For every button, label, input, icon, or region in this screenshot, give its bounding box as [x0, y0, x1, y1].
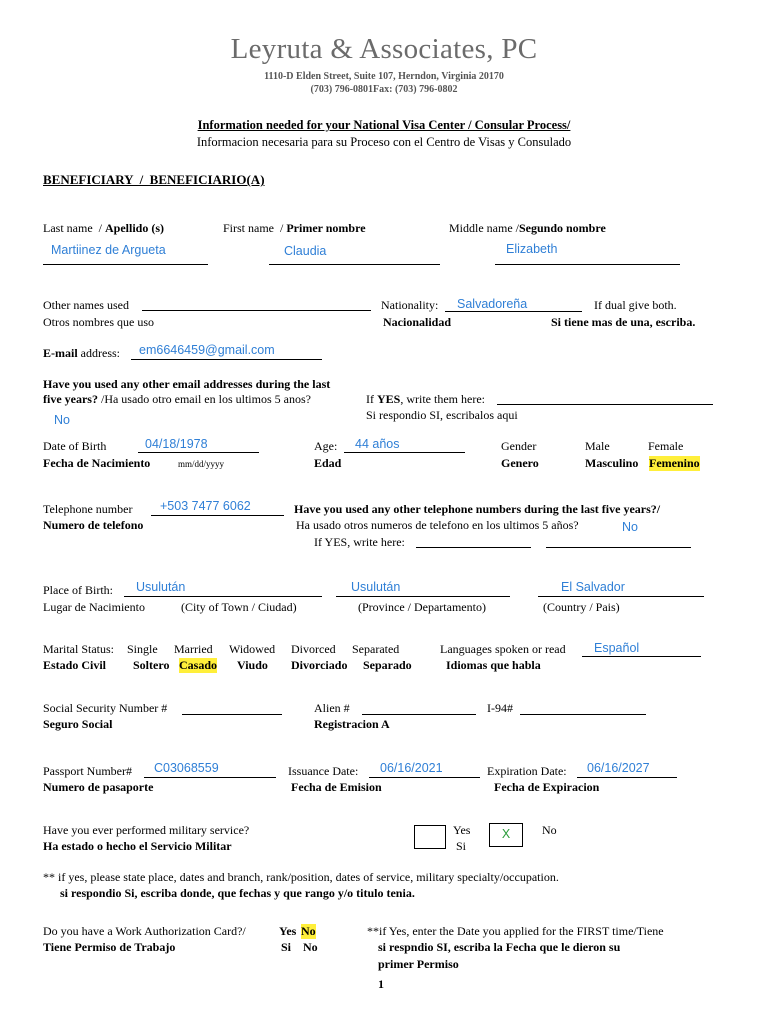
email-line — [131, 359, 322, 360]
marital-separated[interactable]: Separated — [352, 642, 400, 656]
languages-field[interactable]: Español — [594, 641, 640, 655]
last-name-label: Last name / Apellido (s) — [43, 221, 164, 235]
marital-divorced[interactable]: Divorced — [291, 642, 336, 656]
issuance-line — [369, 777, 480, 778]
email-question-2: five years? /Ha usado otro email en los ultimos 5 anos? — [43, 392, 311, 406]
work-note-es-2: primer Permiso — [378, 957, 459, 971]
work-no-selected[interactable]: No — [301, 924, 316, 938]
birthplace-country-field[interactable]: El Salvador — [561, 580, 625, 594]
nationality-line — [445, 311, 582, 312]
i94-label: I-94# — [487, 701, 513, 715]
nationality-label-es: Nacionalidad — [383, 315, 452, 329]
section-heading: BENEFICIARY / BENEFICIARIO(A) — [43, 172, 265, 187]
dual-note: If dual give both. — [594, 298, 677, 312]
dob-label: Date of Birth — [43, 439, 107, 453]
age-label-es: Edad — [314, 456, 342, 470]
birthplace-province-line — [336, 596, 510, 597]
marital-label: Marital Status: — [43, 642, 114, 656]
dob-field[interactable]: 04/18/1978 — [145, 437, 208, 451]
dual-note-es: Si tiene mas de una, escriba. — [551, 315, 696, 329]
expiration-line — [577, 777, 677, 778]
work-yes-es[interactable]: Si — [281, 940, 292, 954]
gender-label: Gender — [501, 439, 537, 453]
age-label: Age: — [314, 439, 338, 453]
birthplace-country-label: (Country / Pais) — [543, 600, 620, 614]
military-question-es: Ha estado o hecho el Servicio Militar — [43, 839, 232, 853]
phone-if-yes: If YES, write here: — [314, 535, 405, 549]
birthplace-province-label: (Province / Departamento) — [358, 600, 486, 614]
birthplace-country-line — [538, 596, 704, 597]
other-names-label: Other names used — [43, 298, 129, 312]
phone-label-es: Numero de telefono — [43, 518, 144, 532]
work-question: Do you have a Work Authorization Card?/ — [43, 924, 246, 938]
military-note: ** if yes, please state place, dates and branch, rank/position, dates of service, military specialty/occupation. — [43, 870, 559, 884]
work-note: **if Yes, enter the Date you applied for the FIRST time/Tiene — [367, 924, 664, 938]
birthplace-label: Place of Birth: — [43, 583, 113, 597]
phone-line — [151, 515, 284, 516]
email-field[interactable]: em6646459@gmail.com — [139, 343, 275, 357]
birthplace-province-field[interactable]: Usulután — [351, 580, 401, 594]
marital-label-es: Estado Civil — [43, 658, 107, 672]
first-name-line — [269, 264, 440, 265]
email-question: Have you used any other email addresses during the last — [43, 377, 331, 391]
gender-male[interactable]: Male — [585, 439, 610, 453]
gender-male-es[interactable]: Masculino — [585, 456, 639, 470]
alien-label: Alien # — [314, 701, 350, 715]
other-names-field[interactable] — [142, 310, 371, 311]
marital-divorced-es[interactable]: Divorciado — [291, 658, 348, 672]
expiration-label: Expiration Date: — [487, 764, 567, 778]
marital-married[interactable]: Married — [174, 642, 213, 656]
military-note-es: si respondio Si, escriba donde, que fechas y que rango y/o titulo tenia. — [60, 886, 415, 900]
issuance-label-es: Fecha de Emision — [291, 780, 382, 794]
phone-label: Telephone number — [43, 502, 133, 516]
middle-name-field[interactable]: Elizabeth — [506, 242, 558, 256]
dob-line — [138, 452, 259, 453]
page-number: 1 — [378, 977, 384, 991]
age-line — [344, 452, 465, 453]
email-other-field[interactable] — [497, 404, 713, 405]
gender-label-es: Genero — [501, 456, 539, 470]
issuance-field[interactable]: 06/16/2021 — [380, 761, 443, 775]
birthplace-city-label: (City of Town / Ciudad) — [181, 600, 297, 614]
expiration-label-es: Fecha de Expiracion — [494, 780, 600, 794]
ssn-label: Social Security Number # — [43, 701, 168, 715]
age-field[interactable]: 44 años — [355, 437, 400, 451]
gender-female-es-selected[interactable]: Femenino — [649, 456, 700, 470]
expiration-field[interactable]: 06/16/2027 — [587, 761, 650, 775]
birthplace-city-field[interactable]: Usulután — [136, 580, 186, 594]
dob-format: mm/dd/yyyy — [178, 459, 225, 469]
nationality-label: Nationality: — [381, 298, 439, 312]
firm-address: 1110-D Elden Street, Suite 107, Herndon, Virginia 20170 — [264, 71, 504, 82]
passport-number-label: Passport Number# — [43, 764, 132, 778]
birthplace-city-line — [124, 596, 322, 597]
phone-field[interactable]: +503 7477 6062 — [160, 499, 251, 513]
email-label: E-mail address: — [43, 346, 120, 360]
military-yes-checkbox[interactable] — [414, 825, 446, 849]
languages-label: Languages spoken or read — [440, 642, 566, 656]
firm-phones: (703) 796-0801Fax: (703) 796-0802 — [310, 84, 458, 95]
phone-question-es: Ha usado otros numeros de telefono en los ultimos 5 años? — [296, 518, 579, 532]
ssn-label-es: Seguro Social — [43, 717, 113, 731]
work-question-es: Tiene Permiso de Trabajo — [43, 940, 176, 954]
passport-number-label-es: Numero de pasaporte — [43, 780, 154, 794]
ssn-field[interactable] — [182, 714, 282, 715]
email-if-yes-es: Si respondio SI, escribalos aqui — [366, 408, 518, 422]
phone-other-field-2[interactable] — [546, 547, 691, 548]
passport-number-line — [144, 777, 276, 778]
work-note-es-1: si respndio SI, escriba la Fecha que le dieron su — [378, 940, 621, 954]
email-if-yes: If YES, write them here: — [366, 392, 485, 406]
marital-single-es[interactable]: Soltero — [133, 658, 170, 672]
intro-title: Information needed for your National Visa Center / Consular Process/ — [197, 118, 571, 132]
military-yes-label-es: Si — [456, 839, 467, 853]
marital-widowed-es[interactable]: Viudo — [237, 658, 268, 672]
military-no-mark: X — [501, 827, 511, 841]
first-name-label: First name / Primer nombre — [223, 221, 366, 235]
birthplace-label-es: Lugar de Nacimiento — [43, 600, 145, 614]
marital-widowed[interactable]: Widowed — [229, 642, 276, 656]
other-names-label-es: Otros nombres que uso — [43, 315, 154, 329]
last-name-line — [43, 264, 208, 265]
languages-line — [582, 656, 701, 657]
alien-label-es: Registracion A — [314, 717, 390, 731]
military-no-label: No — [542, 823, 557, 837]
military-yes-label: Yes — [453, 823, 471, 837]
phone-other-field-1[interactable] — [416, 547, 531, 548]
dob-label-es: Fecha de Nacimiento — [43, 456, 151, 470]
i94-field[interactable] — [520, 714, 646, 715]
middle-name-line — [495, 264, 680, 265]
gender-female[interactable]: Female — [648, 439, 684, 453]
military-question: Have you ever performed military service? — [43, 823, 250, 837]
nationality-field[interactable]: Salvadoreña — [457, 297, 528, 311]
military-no-checkbox[interactable] — [489, 823, 523, 847]
phone-answer[interactable]: No — [622, 520, 638, 534]
email-answer[interactable]: No — [54, 413, 70, 427]
intro-subtitle: Informacion necesaria para su Proceso con el Centro de Visas y Consulado — [196, 135, 572, 149]
marital-separated-es[interactable]: Separado — [363, 658, 412, 672]
work-no-es[interactable]: No — [303, 940, 318, 954]
languages-label-es: Idiomas que habla — [446, 658, 541, 672]
firm-name: Leyruta & Associates, PC — [230, 33, 538, 65]
first-name-field[interactable]: Claudia — [284, 244, 327, 258]
last-name-field[interactable]: Martiinez de Argueta — [51, 243, 166, 257]
marital-married-es-selected[interactable]: Casado — [179, 658, 218, 672]
marital-single[interactable]: Single — [127, 642, 158, 656]
phone-question: Have you used any other telephone numbers during the last five years?/ — [294, 502, 661, 516]
passport-number-field[interactable]: C03068559 — [154, 761, 219, 775]
middle-name-label: Middle name /Segundo nombre — [449, 221, 606, 235]
work-yes[interactable]: Yes — [279, 924, 297, 938]
alien-field[interactable] — [362, 714, 476, 715]
issuance-label: Issuance Date: — [288, 764, 359, 778]
